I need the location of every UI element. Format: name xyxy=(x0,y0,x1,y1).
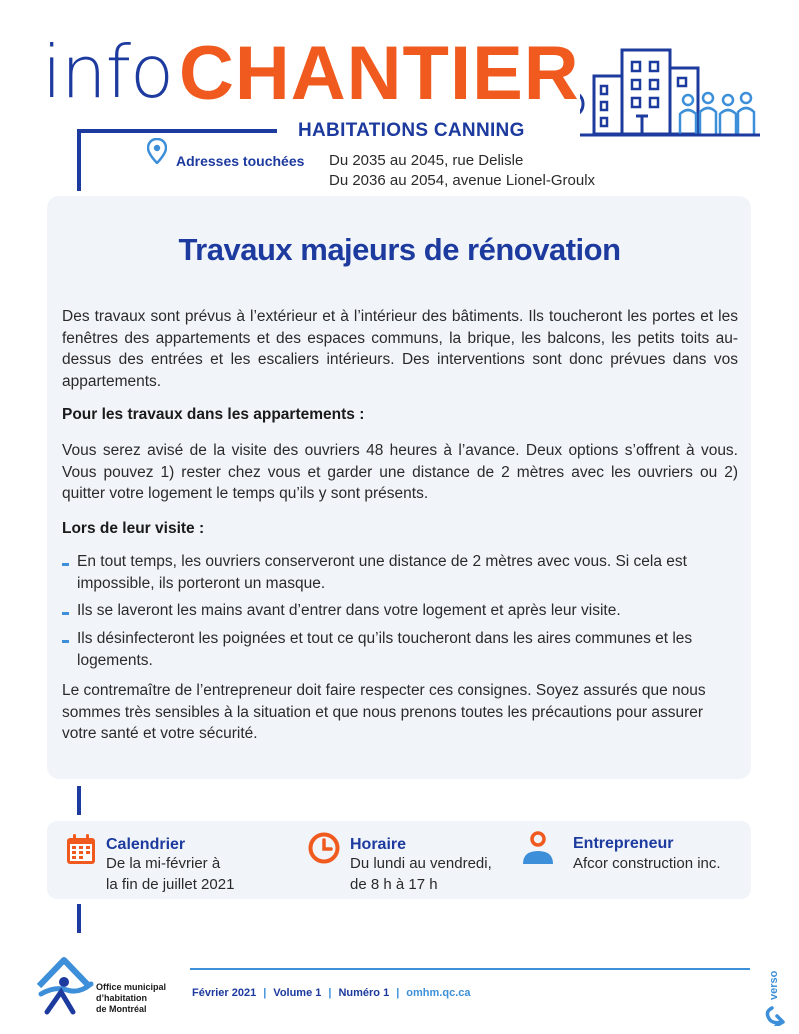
footer-divider xyxy=(190,968,750,970)
paragraph: Des travaux sont prévus à l’extérieur et à l’intérieur des bâtiments. Ils toucheront les portes et les fenêtres des appartements et des espaces communs, la brique, les balcons, les petits toits au-dessus des entrées et les escaliers intérieurs. Des interventions sont donc prévues dans vos appartements. xyxy=(62,308,738,390)
addresses-label: Adresses touchées xyxy=(176,153,305,169)
organization-name-line: Office municipal xyxy=(96,982,167,992)
calendar-line: la fin de juillet 2021 xyxy=(106,875,235,893)
main-title: Travaux majeurs de rénovation xyxy=(178,232,621,267)
calendar-line: De la mi-février à xyxy=(106,855,221,872)
clock-icon xyxy=(308,832,340,864)
website-link[interactable]: omhm.qc.ca xyxy=(406,987,471,999)
buildings-illustration-icon xyxy=(580,42,760,142)
schedule-text xyxy=(350,854,520,895)
omhm-logo-icon xyxy=(33,954,95,1016)
organization-name-line: d’habitation xyxy=(96,993,147,1003)
bullet-item xyxy=(62,600,738,622)
footer-separator: | xyxy=(263,987,267,999)
bullet-text: En tout temps, les ouvriers conserveront une distance de 2 mètres avec vous. Si cela est impossible, ils porteront un masque. xyxy=(77,553,687,592)
decorative-line xyxy=(77,129,81,191)
bullet-item xyxy=(62,551,738,594)
footer-meta xyxy=(192,987,470,999)
verso-label[interactable]: verso xyxy=(768,970,780,1000)
paragraph: Vous serez avisé de la visite des ouvriers 48 heures à l’avance. Deux options s’offrent à vous. Vous pouvez 1) rester chez vous et garder une distance de 2 mètres avec les ouvriers ou 2) quitter votre logement le temps qu’ils y sont présents. xyxy=(62,442,738,502)
footer-volume: Volume 1 xyxy=(273,987,322,999)
address-line: Du 2035 au 2045, rue Delisle xyxy=(329,152,524,169)
contractor-title: Entrepreneur xyxy=(573,835,674,852)
logo-chantier-text: CHANTIER xyxy=(179,31,580,116)
organization-name-line: de Montréal xyxy=(96,1004,147,1014)
calendar-text xyxy=(106,854,286,895)
organization-name xyxy=(96,982,186,1015)
contractor-text: Afcor construction inc. xyxy=(573,855,721,872)
project-name: HABITATIONS CANNING xyxy=(298,120,525,141)
bullet-dash-icon xyxy=(62,640,69,643)
bullet-text: Ils désinfecteront les poignées et tout ce qu’ils toucheront dans les aires communes et les logements. xyxy=(77,630,693,669)
location-pin-icon xyxy=(147,138,167,164)
bullet-item xyxy=(62,628,738,671)
decorative-line xyxy=(77,904,81,933)
logo-info-text: info xyxy=(42,30,174,114)
subheading: Pour les travaux dans les appartements : xyxy=(62,406,365,423)
decorative-line xyxy=(77,786,81,815)
footer-separator: | xyxy=(396,987,400,999)
person-icon xyxy=(521,831,555,865)
bullet-text: Ils se laveront les mains avant d’entrer dans votre logement et après leur visite. xyxy=(77,602,621,619)
schedule-line: Du lundi au vendredi, xyxy=(350,855,492,872)
calendar-title: Calendrier xyxy=(106,836,186,853)
turn-page-arrow-icon[interactable] xyxy=(760,966,794,1026)
schedule-title: Horaire xyxy=(350,836,407,853)
paragraph: Le contremaître de l’entrepreneur doit faire respecter ces consignes. Soyez assurés que nous sommes très sensibles à la situation et que nous prenons toutes les précautions pour assurer votre santé et votre sécurité. xyxy=(62,682,706,742)
schedule-line: de 8 h à 17 h xyxy=(350,875,438,893)
footer-number: Numéro 1 xyxy=(338,987,390,999)
decorative-line xyxy=(77,129,277,133)
subheading: Lors de leur visite : xyxy=(62,520,205,537)
calendar-icon xyxy=(66,833,96,865)
address-line: Du 2036 au 2054, avenue Lionel-Groulx xyxy=(329,172,596,189)
bullet-dash-icon xyxy=(62,612,69,615)
bullet-dash-icon xyxy=(62,563,69,566)
footer-date: Février 2021 xyxy=(192,987,257,999)
footer-separator: | xyxy=(328,987,332,999)
